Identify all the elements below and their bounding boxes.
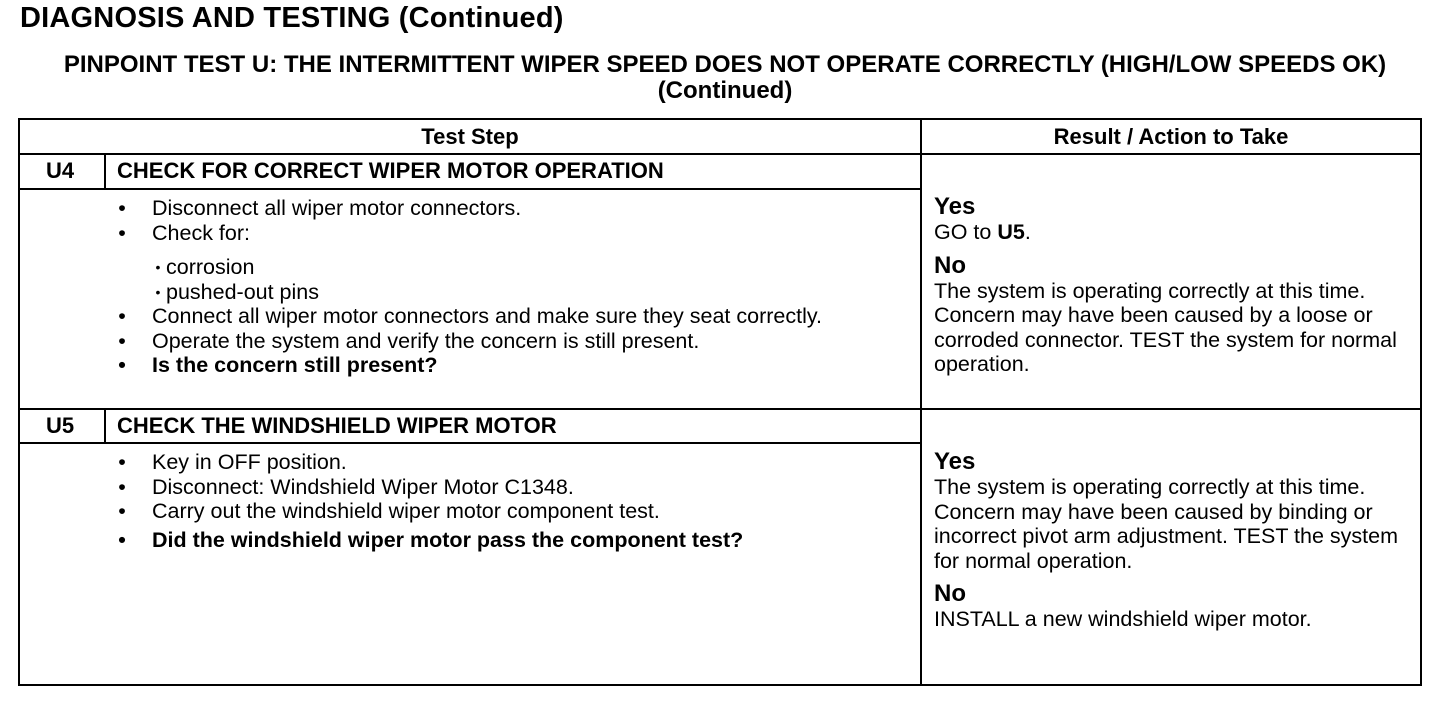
bullet-icon: • [118, 499, 126, 523]
step-title-u5: CHECK THE WINDSHIELD WIPER MOTOR [117, 413, 557, 438]
bullet-icon: • [118, 328, 126, 353]
list-item: • Disconnect: Windshield Wiper Motor C1348. [116, 475, 906, 500]
bullet-icon: • [118, 474, 126, 499]
bullet-icon: • [155, 283, 161, 300]
check-for-sublist [152, 255, 906, 304]
yes-action: GO to U5. [934, 220, 1031, 244]
row-divider [20, 408, 1420, 410]
u4-step-list [116, 196, 906, 378]
yes-label: Yes [934, 193, 976, 220]
bullet-icon: • [118, 220, 126, 245]
step-id-u5: U5 [46, 413, 75, 438]
step-title-u4: CHECK FOR CORRECT WIPER MOTOR OPERATION [117, 158, 664, 183]
list-item: • Carry out the windshield wiper motor component test. [116, 499, 906, 524]
no-action: The system is operating correctly at this time. Concern may have been caused by a loose or corroded connector. TEST the system for normal operation. [934, 278, 1397, 376]
bullet-icon: • [155, 259, 161, 275]
pinpoint-test-table [18, 118, 1422, 686]
u5-id-divider [104, 409, 106, 443]
bullet-icon: • [118, 304, 126, 328]
list-item: • Key in OFF position. [116, 450, 906, 475]
no-action: INSTALL a new windshield wiper motor. [934, 607, 1312, 631]
no-label: No [934, 251, 966, 279]
u5-step-list [116, 450, 906, 552]
u5-title-divider [20, 442, 921, 444]
u4-id-divider [104, 154, 106, 189]
list-item: • corrosion [152, 255, 906, 280]
u4-results [934, 194, 1414, 377]
list-item: • Is the concern still present? [116, 353, 906, 378]
header-test-step: Test Step [421, 124, 519, 149]
bullet-icon: • [118, 527, 126, 552]
no-label: No [934, 580, 966, 607]
u4-title-divider [20, 188, 921, 190]
list-item: • Did the windshield wiper motor pass the component test? [116, 528, 906, 553]
list-item: • Connect all wiper motor connectors and make sure they seat correctly. [116, 304, 906, 329]
yes-action: The system is operating correctly at this time. Concern may have been caused by binding or incorrect pivot arm adjustment. TEST the system for normal operation. [934, 475, 1399, 573]
column-divider [920, 120, 922, 686]
list-item: • Check for: • corrosion • pushed-out pins [116, 221, 906, 305]
pinpoint-test-title: PINPOINT TEST U: THE INTERMITTENT WIPER SPEED DOES NOT OPERATE CORRECTLY (HIGH/LOW SPEEDS OK) (Continued) [63, 51, 1387, 104]
yes-label: Yes [934, 448, 976, 475]
step-id-u4: U4 [46, 158, 75, 183]
list-item: • Operate the system and verify the concern is still present. [116, 329, 906, 354]
bullet-icon: • [118, 196, 126, 220]
header-result-action: Result / Action to Take [1053, 124, 1289, 149]
u5-results [934, 449, 1414, 632]
goto-step-link[interactable]: U5 [997, 220, 1025, 244]
page-title: DIAGNOSIS AND TESTING (Continued) [20, 2, 564, 34]
bullet-icon: • [118, 353, 126, 377]
list-item: • pushed-out pins [152, 280, 906, 305]
list-item: • Disconnect all wiper motor connectors. [116, 196, 906, 221]
bullet-icon: • [118, 450, 126, 474]
